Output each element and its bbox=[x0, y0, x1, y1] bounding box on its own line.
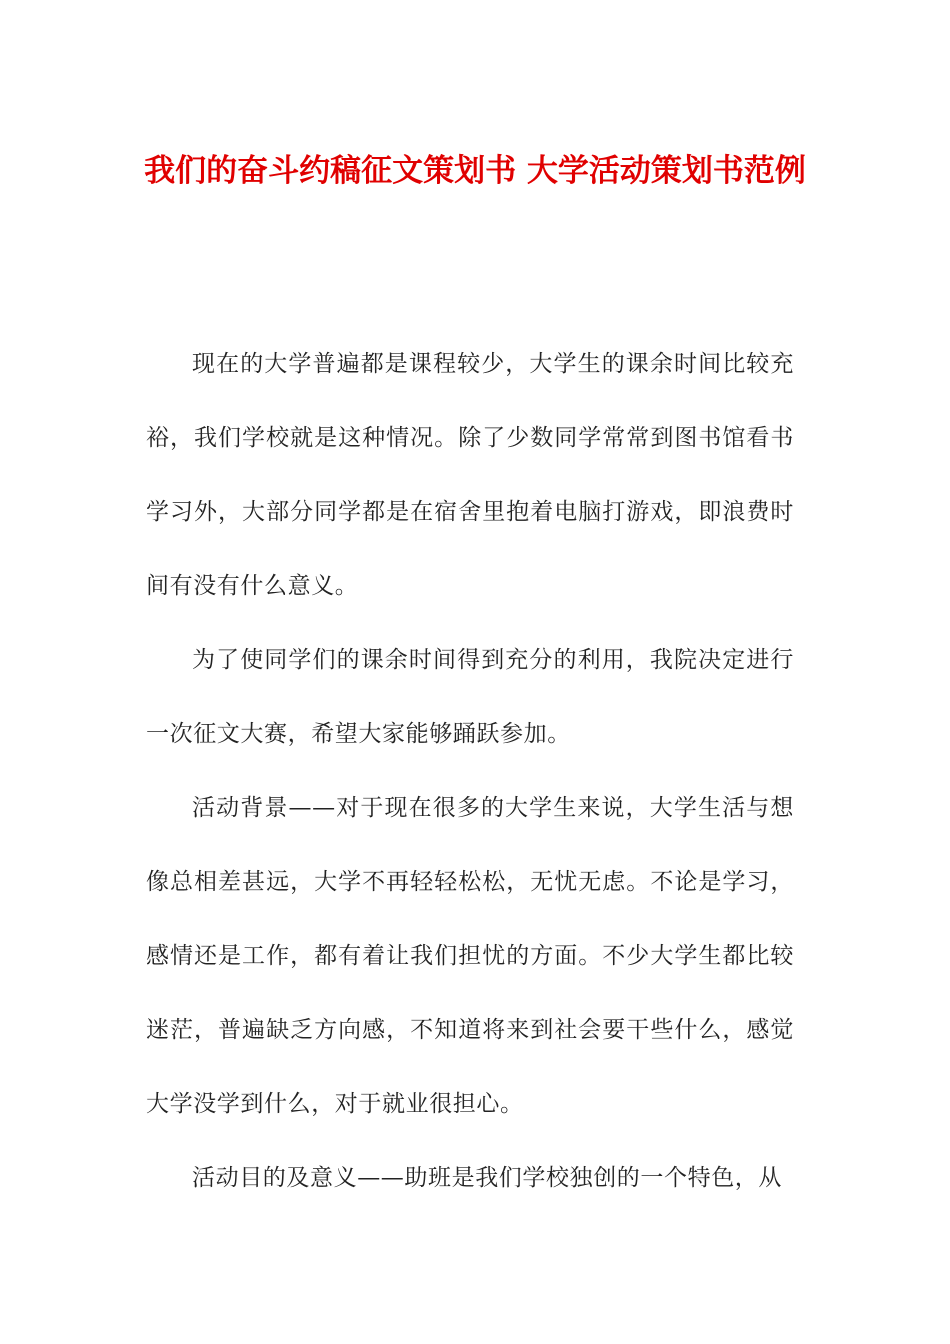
paragraph: 现在的大学普遍都是课程较少，大学生的课余时间比较充裕，我们学校就是这种情况。除了少数同学常常到图书馆看书学习外，大部分同学都是在宿舍里抱着电脑打游戏，即浪费时间有没有什么意义。 bbox=[146, 351, 794, 599]
document-title: 我们的奋斗约稿征文策划书 大学活动策划书范例 bbox=[144, 153, 806, 189]
paragraph: 活动目的及意义——助班是我们学校独创的一个特色，从 bbox=[192, 1165, 782, 1191]
paragraph: 活动背景——对于现在很多的大学生来说，大学生活与想像总相差甚远，大学不再轻轻松松，无忧无虑。不论是学习，感情还是工作，都有着让我们担忧的方面。不少大学生都比较迷茫，普遍缺乏方向感，不知道将来到社会要干些什么，感觉大学没学到什么，对于就业很担心。 bbox=[146, 795, 794, 1117]
paragraph: 为了使同学们的课余时间得到充分的利用，我院决定进行一次征文大赛，希望大家能够踊跃参加。 bbox=[146, 647, 794, 747]
document-body bbox=[146, 327, 794, 1215]
